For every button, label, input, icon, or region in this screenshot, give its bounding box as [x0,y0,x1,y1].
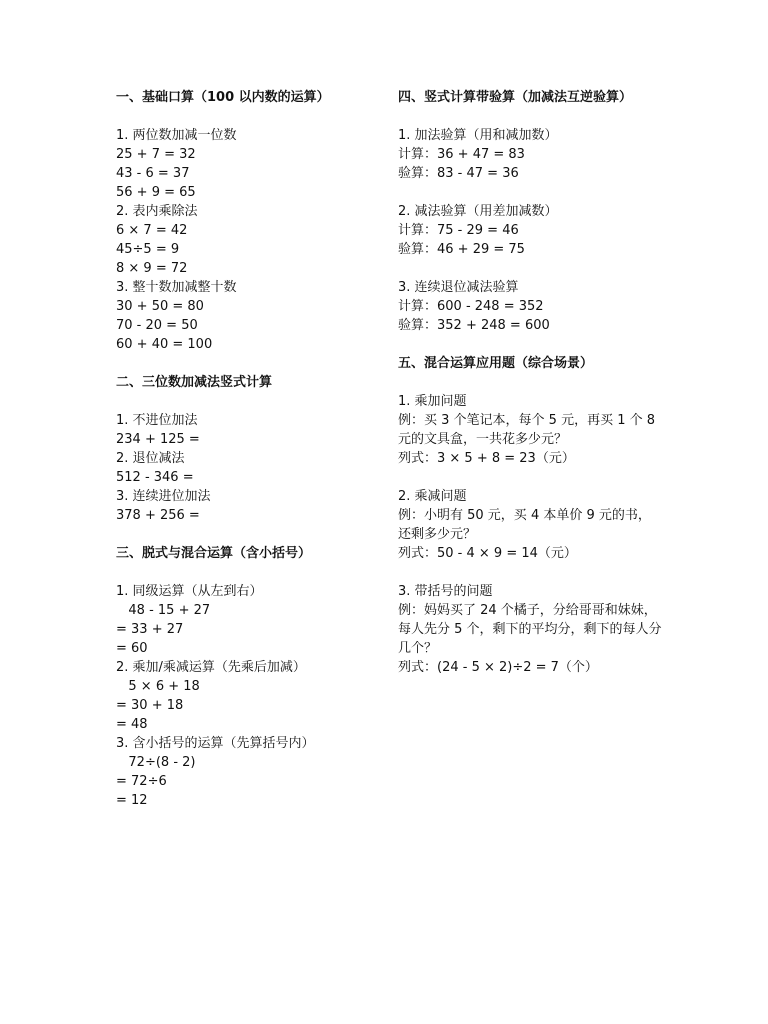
equation: 列式：(24 - 5 × 2)÷2 = 7（个） [398,660,598,675]
equation: 512 - 346 = [116,470,194,485]
equation: 30 + 50 = 80 [116,299,204,314]
subheading: 3. 带括号的问题 [398,584,493,599]
equation: 234 + 125 = [116,432,200,447]
subheading: 2. 表内乘除法 [116,204,198,219]
subheading: 3. 含小括号的运算（先算括号内） [116,736,315,751]
equation: 25 + 7 = 32 [116,147,196,162]
subheading: 2. 减法验算（用差加减数） [398,204,558,219]
section-title-verification: 四、竖式计算带验算（加减法互逆验算） [398,90,633,105]
right-column [398,88,662,677]
subheading: 2. 乘减问题 [398,489,467,504]
section-title-mixed-ops: 三、脱式与混合运算（含小括号） [116,546,312,561]
equation: 列式：3 × 5 + 8 = 23（元） [398,451,575,466]
section-title-basic-calc: 一、基础口算（100 以内数的运算） [116,90,330,105]
subheading: 3. 连续进位加法 [116,489,211,504]
equation: 56 + 9 = 65 [116,185,196,200]
equation: 48 - 15 + 27 [116,603,211,618]
equation: = 72÷6 [116,774,167,789]
equation: 70 - 20 = 50 [116,318,198,333]
equation: = 33 + 27 [116,622,184,637]
subheading: 1. 不进位加法 [116,413,198,428]
equation: 72÷(8 - 2) [116,755,196,770]
subheading: 1. 两位数加减一位数 [116,128,237,143]
equation: 列式：50 - 4 × 9 = 14（元） [398,546,577,561]
equation: 60 + 40 = 100 [116,337,213,352]
problem-text: 例：小明有 50 元，买 4 本单价 9 元的书，还剩多少元？ [398,508,651,542]
problem-text: 例：妈妈买了 24 个橘子，分给哥哥和妹妹，每人先分 5 个，剩下的平均分，剩下的每人分几个？ [398,603,662,656]
section-title-vertical-calc: 二、三位数加减法竖式计算 [116,375,273,390]
equation: 43 - 6 = 37 [116,166,190,181]
equation: 计算：600 - 248 = 352 [398,299,544,314]
equation: 5 × 6 + 18 [116,679,200,694]
equation: = 12 [116,793,148,808]
subheading: 1. 乘加问题 [398,394,467,409]
equation: 验算：83 - 47 = 36 [398,166,519,181]
equation: 6 × 7 = 42 [116,223,188,238]
subheading: 2. 乘加/乘减运算（先乘后加减） [116,660,306,675]
section-title-word-problems: 五、混合运算应用题（综合场景） [398,356,594,371]
subheading: 2. 退位减法 [116,451,185,466]
equation: 验算：46 + 29 = 75 [398,242,525,257]
equation: 378 + 256 = [116,508,200,523]
equation: = 48 [116,717,148,732]
equation: = 60 [116,641,148,656]
equation: 计算：75 - 29 = 46 [398,223,519,238]
problem-text: 例：买 3 个笔记本，每个 5 元，再买 1 个 8 元的文具盒，一共花多少元？ [398,413,660,447]
left-column [116,88,378,810]
subheading: 1. 加法验算（用和减加数） [398,128,558,143]
equation: 验算：352 + 248 = 600 [398,318,550,333]
subheading: 3. 连续退位减法验算 [398,280,519,295]
subheading: 3. 整十数加减整十数 [116,280,237,295]
equation: = 30 + 18 [116,698,184,713]
equation: 计算：36 + 47 = 83 [398,147,525,162]
equation: 8 × 9 = 72 [116,261,188,276]
equation: 45÷5 = 9 [116,242,180,257]
subheading: 1. 同级运算（从左到右） [116,584,263,599]
